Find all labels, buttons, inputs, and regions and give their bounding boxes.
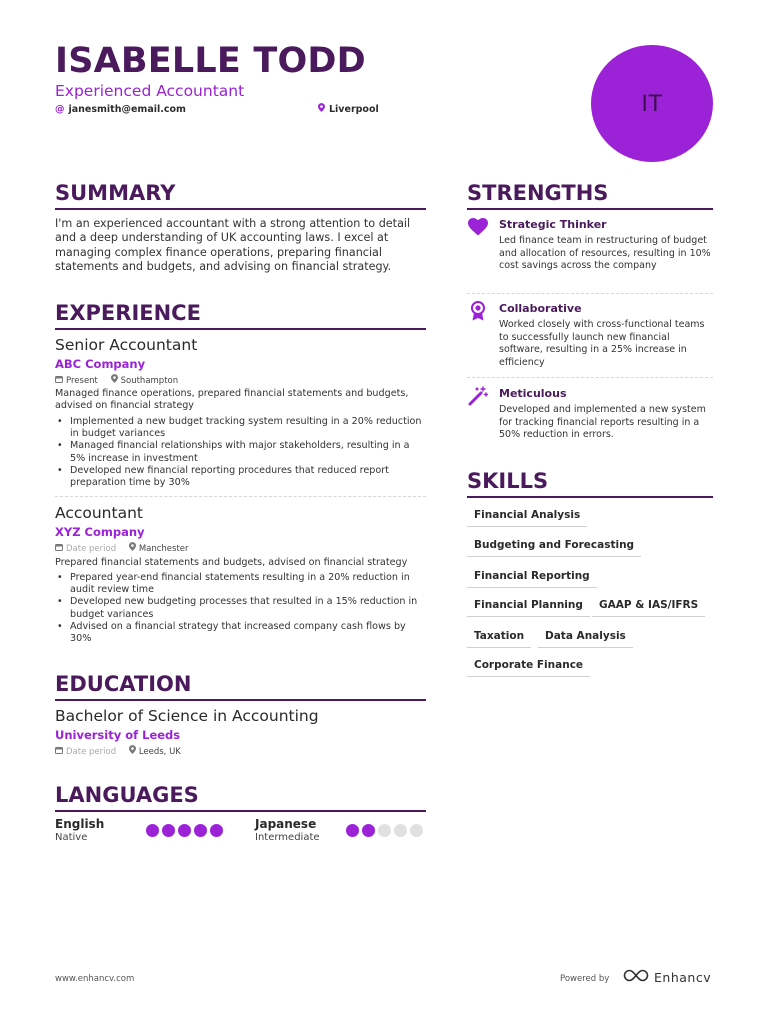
list-item: • Implemented a new budget tracking system resulting in a 20% reduction in budget variances bbox=[55, 416, 426, 440]
strength-title: Meticulous bbox=[499, 387, 567, 400]
avatar bbox=[591, 45, 713, 162]
rating-dot-empty bbox=[378, 824, 391, 837]
job-meta bbox=[55, 374, 178, 387]
strength-description: Developed and implemented a new system for tracking financial reports resulting in a 50% reduction in errors. bbox=[499, 404, 706, 440]
candidate-role: Experienced Accountant bbox=[55, 82, 245, 100]
summary-heading: SUMMARY bbox=[55, 181, 426, 210]
email-contact[interactable] bbox=[55, 103, 186, 116]
education-heading: EDUCATION bbox=[55, 672, 426, 701]
skill-tag: Financial Analysis bbox=[467, 508, 587, 527]
strength-description: Led finance team in restructuring of budget and allocation of resources, resulting in 10% cost savings across the company bbox=[499, 235, 711, 271]
education-location: Leeds, UK bbox=[138, 747, 181, 757]
school-name: University of Leeds bbox=[55, 728, 181, 742]
job-date: Date period bbox=[66, 544, 117, 554]
degree-title: Bachelor of Science in Accounting bbox=[55, 707, 319, 725]
job-bullets bbox=[55, 572, 426, 645]
skill-tag: GAAP & IAS/IFRS bbox=[592, 598, 705, 617]
footer-link[interactable]: www.enhancv.com bbox=[55, 974, 135, 984]
skill-tag: Financial Planning bbox=[467, 598, 590, 617]
strengths-heading: STRENGTHS bbox=[467, 181, 713, 210]
brand-name: Enhancv bbox=[654, 970, 712, 985]
language-rating bbox=[146, 824, 223, 837]
company-name: XYZ Company bbox=[55, 525, 145, 539]
rating-dot-filled bbox=[162, 824, 175, 837]
rating-dot-filled bbox=[210, 824, 223, 837]
language-rating bbox=[346, 824, 423, 837]
magic-wand-icon bbox=[467, 386, 489, 406]
experience-heading: EXPERIENCE bbox=[55, 301, 426, 330]
location-contact bbox=[318, 103, 379, 116]
rating-dot-filled bbox=[146, 824, 159, 837]
calendar-icon bbox=[55, 544, 63, 554]
list-item: • Developed new budgeting processes that resulted in a 15% reduction in budget variances bbox=[55, 596, 426, 620]
divider bbox=[55, 496, 426, 497]
languages-heading: LANGUAGES bbox=[55, 783, 426, 812]
company-name: ABC Company bbox=[55, 357, 146, 371]
job-location: Southampton bbox=[120, 376, 179, 386]
at-sign-icon: @ bbox=[55, 104, 65, 115]
rating-dot-empty bbox=[394, 824, 407, 837]
rating-dot-filled bbox=[346, 824, 359, 837]
skill-tag: Corporate Finance bbox=[467, 658, 590, 677]
infinity-logo-icon bbox=[623, 969, 649, 987]
skill-tag: Budgeting and Forecasting bbox=[467, 538, 641, 557]
strength-title: Strategic Thinker bbox=[499, 218, 607, 231]
skill-tag: Taxation bbox=[467, 629, 531, 648]
award-ribbon-icon bbox=[467, 301, 489, 321]
divider bbox=[467, 293, 713, 294]
rating-dot-filled bbox=[194, 824, 207, 837]
calendar-icon bbox=[55, 747, 63, 757]
avatar-initials: IT bbox=[641, 89, 663, 117]
education-meta bbox=[55, 745, 181, 758]
job-date: Present bbox=[66, 376, 98, 386]
skill-tag: Data Analysis bbox=[538, 629, 633, 648]
strength-item bbox=[467, 217, 713, 289]
rating-dot-filled bbox=[178, 824, 191, 837]
powered-by-label: Powered by bbox=[560, 974, 610, 984]
map-pin-icon bbox=[318, 104, 325, 115]
calendar-icon bbox=[55, 376, 63, 386]
job-bullets bbox=[55, 416, 426, 489]
list-item: • Prepared year-end financial statements resulting in a 20% reduction in audit review time bbox=[55, 572, 426, 596]
education-date: Date period bbox=[66, 747, 117, 757]
map-pin-icon bbox=[129, 544, 136, 554]
list-item: • Developed new financial reporting procedures that reduced report preparation time by 30% bbox=[55, 465, 426, 489]
language-name: English bbox=[55, 817, 105, 831]
rating-dot-filled bbox=[362, 824, 375, 837]
job-meta bbox=[55, 542, 189, 555]
strength-item bbox=[467, 386, 713, 446]
list-item: • Managed financial relationships with major stakeholders, resulting in a 5% increase in investment bbox=[55, 440, 426, 464]
list-item: • Advised on a financial strategy that increased company cash flows by 30% bbox=[55, 621, 426, 645]
language-name: Japanese bbox=[255, 817, 317, 831]
job-description: Prepared financial statements and budgets, advised on financial strategy bbox=[55, 557, 408, 568]
job-location: Manchester bbox=[138, 544, 189, 554]
job-description: Managed finance operations, prepared financial statements and budgets, advised on financial strategy bbox=[55, 388, 409, 412]
brand-logo[interactable] bbox=[623, 969, 711, 987]
job-title: Senior Accountant bbox=[55, 336, 198, 354]
skills-heading: SKILLS bbox=[467, 469, 713, 498]
location-text: Liverpool bbox=[329, 104, 379, 115]
strength-title: Collaborative bbox=[499, 302, 582, 315]
summary-text: I'm an experienced accountant with a strong attention to detail and a deep understanding of UK accounting laws. I excel at managing complex finance operations, preparing financial statements and budgets, and advising on financial strategy. bbox=[55, 217, 411, 273]
rating-dot-empty bbox=[410, 824, 423, 837]
map-pin-icon bbox=[129, 747, 136, 757]
job-title: Accountant bbox=[55, 504, 143, 522]
strength-item bbox=[467, 301, 713, 373]
language-level: Native bbox=[55, 832, 88, 843]
skill-tag: Financial Reporting bbox=[467, 569, 597, 588]
map-pin-icon bbox=[111, 376, 118, 386]
candidate-name: ISABELLE TODD bbox=[55, 41, 366, 81]
divider bbox=[467, 377, 713, 378]
heart-icon bbox=[467, 217, 489, 237]
strength-description: Worked closely with cross-functional teams to successfully launch new financial software, resulting in a 25% increase in efficiency bbox=[499, 319, 705, 368]
email-text: janesmith@email.com bbox=[68, 104, 186, 115]
language-level: Intermediate bbox=[255, 832, 320, 843]
